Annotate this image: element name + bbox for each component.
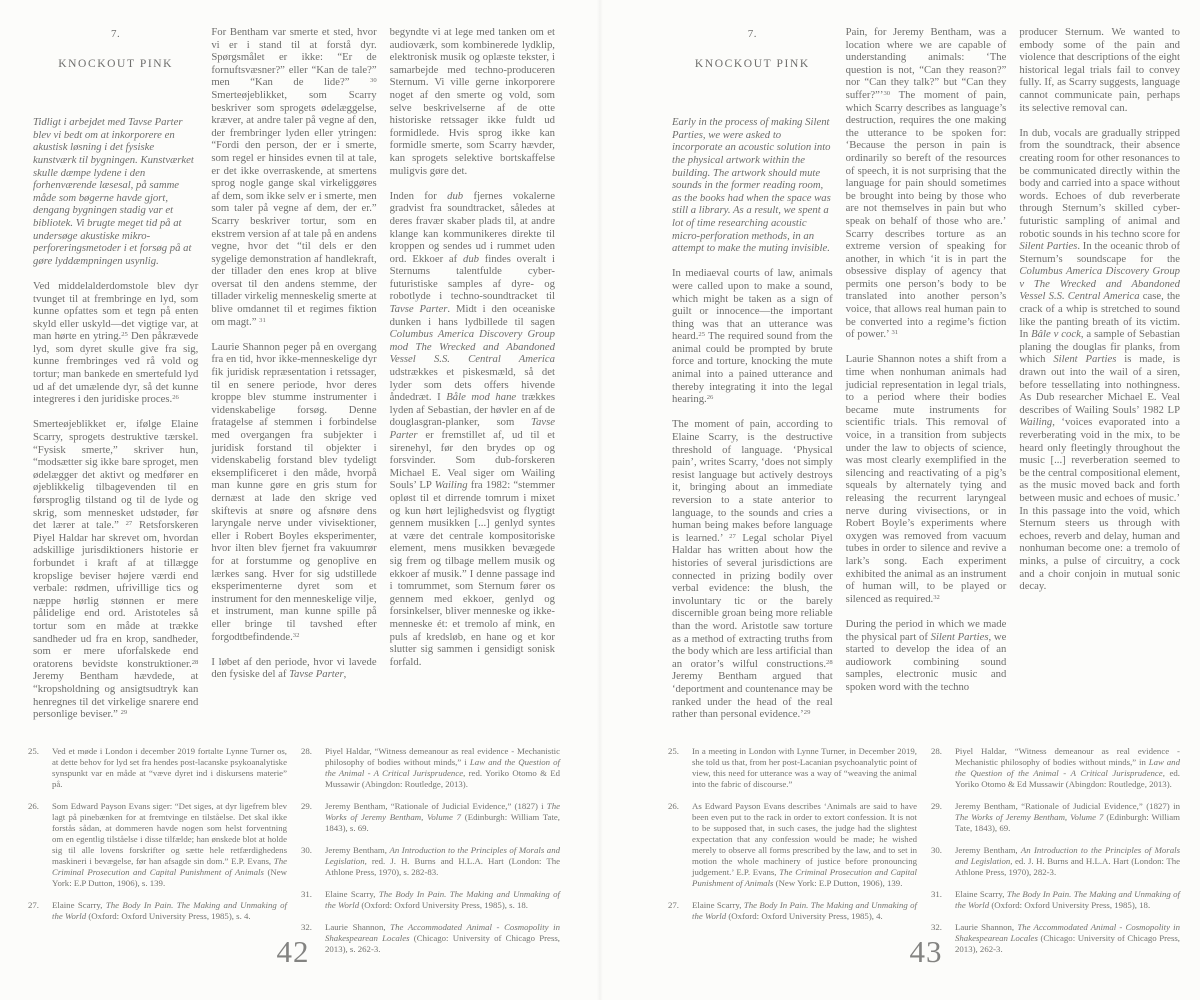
chapter-heading: [672, 28, 833, 70]
footnote-text: Jeremy Bentham, “Rationale of Judicial Evidence,” (1827) i The Works of Jeremy Bentham, Volume 7 (Edinburgh: William Tate, 1843), s. 69.: [325, 801, 560, 833]
footnote-number: 32.: [301, 922, 312, 932]
text-column-2: [846, 26, 1007, 738]
paragraph: producer Sternum. We wanted to embody some of the pain and violence that descriptions of the eight historical legal trials fail to convey fully. If, as Scarry suggests, language cannot communicate pain, perhaps its selective removal can.: [1019, 26, 1180, 114]
chapter-title: KNOCKOUT PINK: [694, 57, 810, 70]
body-columns: [33, 26, 555, 738]
footnote-text: Laurie Shannon, The Accommodated Animal - Cosmopolity in Shakespearean Locales (Chicago: University of Chicago Press, 2013), 262-3.: [955, 922, 1180, 954]
text-column-3: [390, 26, 555, 738]
paragraph: Ved middelalderdomstole blev dyr tvunget til at frembringe en lyd, som kunne opfattes som et tegn på enten skyld eller uskyld—det vigtige var, at man hørte en ytring.$^{25}$ Den påkrævede lyd, som dyret skulle give fra sig, kunne frembringes ved rå vold og tortur; man bankede en smertefuld lyd ud af det umælende dyr, så det kunne integreres i den juridiske proces.$^{26}$: [33, 279, 199, 406]
paragraph: For Bentham var smerte et sted, hvor vi er i stand til at forstå dyr. Spørgsmålet er ikke: “Er de fornuftsvæsner?” eller “Kan de tale?” men “Kan de lide?” $^{30}$ Smerteøjeblikket, som Scarry beskriver som sprogets ødelæggelse, kræver, at andre taler på vegne af den, der frembringer lyden eller ytringen: “Fordi den person, der er i smerte, som regel er hinsides evnen til at tale, er det ikke overraskende, at smertens sprog nogle gange skal virkeliggøres af dem, som ikke selv er i smerte, men som taler på vegne af dem, der er.” Scarry beskriver tortur, som en ekstrem version af at tale på en andens vegne, hvor det “til dels er den sygelige demonstration af handlekraft, der tillader den enes krop at blive oversat til den andens stemme, der tillader virkelig menneskelig smerte at blive omdannet til et regimes fiktion om magt.” $^{31}$: [211, 26, 377, 328]
footnote-number: 29.: [931, 801, 942, 811]
footnote: [668, 746, 917, 790]
footnote-number: 31.: [301, 889, 312, 899]
footnote: [931, 746, 1180, 790]
footnote-number: 30.: [301, 845, 312, 855]
footnote-number: 28.: [301, 746, 312, 756]
paragraph: I løbet af den periode, hvor vi lavede den fysiske del af Tavse Parter,: [211, 655, 377, 681]
paragraph: During the period in which we made the physical part of Silent Parties, we started to develop the idea of an audiowork combining sound samples, electronic music and spoken word with the techno: [845, 617, 1007, 693]
footnote-number: 26.: [668, 801, 679, 811]
footnote: [931, 845, 1180, 878]
text-column-3: [1019, 26, 1180, 738]
footnote-text: Piyel Haldar, “Witness demeanour as real evidence - Mechanistic philosophy of bodies without minds,” in Law and the Question of the Animal - A Critical Jurisprudence, ed. Yoriko Otomo & Ed Mussawir (Abingdon: Routledge, 2013).: [955, 746, 1180, 789]
footnote-column-1: [668, 746, 917, 966]
footnotes-section: [28, 746, 560, 966]
paragraph: In mediaeval courts of law, animals were called upon to make a sound, which might be taken as a sign of guilt or innocence—the important thing was that an utterance was heard.$^{25}$ The required sound from the animal could be prompted by brute force and torture, knocking the mute animal into a pained utterance and thereby integrating it into the legal hearing.$^{26}$: [672, 267, 833, 406]
footnote: [28, 746, 287, 790]
footnote: [668, 801, 917, 889]
footnote-number: 25.: [668, 746, 679, 756]
page-number: 42: [276, 934, 310, 969]
text-column-1: [33, 26, 198, 738]
intro-paragraph: Tidligt i arbejdet med Tavse Parter blev vi bedt om at inkorporere en akustisk løsning i det fysiske kunstværk til bygningen. Kunstværket skulle dæmpe lydene i den forhenværende læsesal, på samme måde som bøgerne havde gjort, dengang bygningen stadig var et bibliotek. Vi brugte meget tid på at undersøge akustiske mikro-perforeringsmetoder i et forsøg på at gøre lyddæmpningen usynlig.: [33, 116, 194, 267]
page-number: 43: [909, 934, 943, 969]
footnotes-section: [668, 746, 1180, 966]
footnote-number: 26.: [28, 801, 39, 811]
footnote-number: 27.: [28, 900, 39, 910]
chapter-number: 7.: [747, 28, 757, 40]
footnote-text: Elaine Scarry, The Body In Pain. The Making and Unmaking of the World (Oxford: Oxford University Press, 1985), s. 18.: [325, 889, 560, 910]
footnote: [28, 900, 287, 922]
footnote-number: 29.: [301, 801, 312, 811]
paragraph: Smerteøjeblikket er, ifølge Elaine Scarry, sprogets destruktive tærskel. “Fysisk smerte,” skriver hun, “modsætter sig ikke bare sproget, men ødelægger det aktivt og medfører en øjeblikkelig tilbagevenden til en førsproglig tilstand og til de lyde og skrig, som mennesket udstøder, før det lærer at tale.” $^{27}$ Retsforskeren Piyel Haldar har skrevet om, hvordan adskillige jurisdiktioners historie er forbundet i kraft af at tillægge kropslige beviser højere værdi end verbale: rødmen, ufrivillige tics og næppe hørlig stønnen er mere pålidelige end ord. Aristoteles så tortur som en måde at trække sandheder ud fra en krop, sandheder, som er mere uforfalskede end oratorens bevidste konstruktioner.$^{28}$ Jeremy Bentham hævdede, at “kropsholdning og ansigtsudtryk kan henregnes til det virkelige snarere end personlige beviser.” $^{29}$: [33, 418, 199, 721]
footnote-text: Jeremy Bentham, An Introduction to the Principles of Morals and Legislation, red. J. H. Burns and H.L.A. Hart (London: The Athlone Press, 1970), s. 282-83.: [325, 845, 560, 877]
footnote-number: 25.: [28, 746, 39, 756]
footnote-column-1: [28, 746, 287, 966]
footnote-text: Elaine Scarry, The Body In Pain. The Making and Unmaking of the World (Oxford: Oxford University Press, 1985), 4.: [692, 900, 917, 921]
text-column-1: [672, 26, 833, 738]
page-right: [600, 0, 1200, 1000]
footnote-text: Piyel Haldar, “Witness demeanour as real evidence - Mechanistic philosophy of bodies without minds,” i Law and the Question of the Animal - A Critical Jurisprudence, red. Yoriko Otomo & Ed Mussawir (Abingdon: Routledge, 2013).: [325, 746, 560, 789]
footnote-number: 32.: [931, 922, 942, 932]
footnote-text: Jeremy Bentham, “Rationale of Judicial Evidence,” (1827) in The Works of Jeremy Bentham, Volume 7 (Edinburgh: William Tate, 1843), 69.: [955, 801, 1180, 833]
footnote-text: In a meeting in London with Lynne Turner, in December 2019, she told us that, from her post-Lacanian psychoanalytic point of view, this need for utterance was a way of “weaving the animal into the fabric of discourse.”: [692, 746, 917, 789]
footnote-column-2: [301, 746, 560, 966]
footnote: [301, 746, 560, 790]
footnote-text: Jeremy Bentham, An Introduction to the Principles of Morals and Legislation, ed. J. H. Burns and H.L.A. Hart (London: The Athlone Press, 1970), 282-3.: [955, 845, 1180, 877]
footnote-text: Elaine Scarry, The Body In Pain. The Making and Unmaking of the World (Oxford: Oxford University Press, 1985), s. 4.: [52, 900, 287, 921]
footnote: [28, 801, 287, 889]
footnote-text: As Edward Payson Evans describes ‘Animals are said to have been even put to the rack in order to extort confession. It is not to be supposed that, in such cases, the judge had the slightest expectation that any confession would be made; he wished merely to observe all forms prescribed by the law, and to set in motion the whole machinery of justice before pronouncing judgement.’ E.P. Evans, The Criminal Prosecution and Capital Punishment of Animals (New York: E.P Dutton, 1906), 139.: [692, 801, 917, 888]
footnote: [301, 845, 560, 878]
paragraph: Pain, for Jeremy Bentham, was a location where we are capable of understanding animals: ‘The question is not, “Can they reason?” nor “Can they talk?” but “Can they suffer?”’$^{30}$ The moment of pain, which Scarry describes as language’s destruction, requires the one making the utterance to be spoken for: ‘Because the person in pain is ordinarily so bereft of the resources of speech, it is not surprising that the language for pain should sometimes be brought into being by those who are not themselves in pain but who speak on behalf of those who are.’ Scarry describes torture as an extreme version of speaking for another, in which ‘it is in part the obsessive display of agency that permits one person’s body to be translated into another person’s voice, that allows real human pain to be converted into a regime’s fiction of power.’ $^{31}$: [845, 26, 1007, 341]
footnote-column-2: [931, 746, 1180, 966]
footnote-text: Laurie Shannon, The Accommodated Animal - Cosmopolity in Shakespearean Locales (Chicago: University of Chicago Press, 2013), s. 262-3.: [325, 922, 560, 954]
footnote-number: 31.: [931, 889, 942, 899]
footnote: [301, 801, 560, 834]
footnote-text: Ved et møde i London i december 2019 fortalte Lynne Turner os, at dette behov for lyd set fra hendes post-lacanske psykoanalytiske synspunkt var en måde at “væve dyret ind i diskursens materie” på.: [52, 746, 287, 789]
footnote-number: 27.: [668, 900, 679, 910]
footnote: [931, 801, 1180, 834]
footnote: [668, 900, 917, 922]
footnote-text: Som Edward Payson Evans siger: “Det siges, at dyr ligefrem blev lagt på pinebænken for at fremtvinge en tilståelse. Det skal ikke forstås sådan, at dommeren havde nogen som helst forventning om en egentlig tilståelse i disse tilfælde; han ønskede blot at holde sig til alle lovens forskrifter og sætte hele retfærdighedens maskineri i bevægelse, før han afsagde sin dom.” E.P. Evans, The Criminal Prosecution and Capital Punishment of Animals (New York: E.P Dutton, 1906), s. 139.: [52, 801, 287, 888]
text-column-2: [211, 26, 376, 738]
paragraph: The moment of pain, according to Elaine Scarry, is the destructive threshold of language. ‘Physical pain’, writes Scarry, ‘does not simply resist language but actively destroys it, bringing about an immediate reversion to a state anterior to language, to the sounds and cries a human being makes before language is learned.’ $^{27}$ Legal scholar Piyel Haldar has written about how the histories of several jurisdictions are connected in prizing bodily over verbal evidence: the blush, the involuntary tic or the barely discernible groan being more reliable than the word. Aristotle saw torture as a method of extracting truths from the body which are less artificial than an orator’s wilful constructions.$^{28}$ Jeremy Bentham argued that ‘deportment and countenance may be ranked under the head of the real rather than personal evidence.’$^{29}$: [672, 418, 833, 721]
footnote-number: 30.: [931, 845, 942, 855]
footnote: [301, 889, 560, 911]
paragraph: begyndte vi at lege med tanken om et audioværk, som kombinerede lydklip, elektronisk musik og oplæste tekster, i samarbejde med techno-produceren Sternum. Vi ville gerne inkorporere noget af den smerte og vold, som selve beskrivelserne af de otte historiske retssager ikke fuldt ud formidlede. Hvis sprog ikke kan formidle smerte, som Scarry hævder, kan sprogets selektive bortskaffelse muligvis gøre det.: [389, 26, 555, 177]
chapter-heading: [33, 28, 198, 70]
chapter-number: 7.: [111, 28, 121, 40]
paragraph: Inden for dub fjernes vokalerne gradvist fra soundtracket, således at deres fravær skaber plads til, at andre klange kan kommunikeres direkte til kroppen og sendes ud i rummet uden ord. Ekkoer af dub findes overalt i Sternums talentfulde cyber-futuristiske samples af dyre- og robotlyde i techno-soundtracket til Tavse Parter. Midt i den oceaniske dunken i hans lydbillede til sagen Columbus America Discovery Group mod The Wrecked and Abandoned Vessel S.S. Central America udstrækkes et piskesmæld, så det lyder som dets offers hivende åndedræt. I Båle mod hane trækkes lyden af Sebastian, der høvler en af de douglasgran-planker, som Tavse Parter er fremstillet af, ud til et sirenehyl, før den brydes op og forsvinder. Som dub-forskeren Michael E. Veal siger om Wailing Souls’ LP Wailing fra 1982: “stemmer opløst til et dirrende tomrum i mixet og kun hørt lejlighedsvist og flygtigt gennem musikken [...] genlyd syntes at være det centrale kompositoriske element, mens musikken bevægede sig frem og tilbage mellem musik og ekkoer af musik.” I denne passage ind i tomrummet, som Sternum fører os gennem med ekkoer, genlyd og forsinkelser, bliver menneske og ikke-menneske ét: et tremolo af mink, en puls af kredsløb, en hane og et kor slutter sig sammen i gensidigt sonisk forfald.: [389, 189, 555, 668]
paragraph: Laurie Shannon peger på en overgang fra en tid, hvor ikke-menneskelige dyr fik juridisk repræsentation i retssager, til en senere periode, hvor deres kroppe blev stumme instrumenter i videnskabelige forsøg. Denne fratagelse af stemmen i forbindelse med overgangen fra subjekter i juridisk forstand til objekter i videnskabelig forstand blev tydeligt eksemplificeret i den måde, hvorpå man kunne gøre en gris stum for dernæst at lade den skrige ved skiftevis at snøre og afsnøre dens laryngale nerve under vivisektioner, eller i Robert Boyles eksperimenter, hvor ilten blev fjernet fra vakuumrør for at forstumme og genoplive en lærkes sang. Hver for sig udstillede eksperimenterne dyret som et instrument for den menneskelige vilje, et instrument, man kunne spille på eller bringe til tavshed efter forgodtbefindende.$^{32}$: [211, 340, 377, 643]
paragraph: In dub, vocals are gradually stripped from the soundtrack, their absence creating room for other resonances to be communicated directly within the body and carried into a space without words. Echoes of dub reverberate through Sternum’s skilled cyber-futuristic sampling of animal and robotic sounds in his techno score for Silent Parties. In the oceanic throb of Sternum’s soundscape for the Columbus America Discovery Group v The Wrecked and Abandoned Vessel S.S. Central America case, the crack of a whip is stretched to sound like the panting breath of its victim. In Bâle v cock, a sample of Sebastian planing the douglas fir planks, from which Silent Parties is made, is drawn out into the wail of a siren, before tessellating into nothingness. As Dub researcher Michael E. Veal describes of Wailing Souls’ 1982 LP Wailing, ‘voices evaporated into a reverberating void in the mix, to be heard only fleetingly throughout the music [...] reverberation seemed to be the central compositional element, as the music moved back and forth between music and echoes of music.’ In this passage into the void, which Sternum steers us through with echoes, reverb and delay, human and nonhuman become one: a tremolo of minks, a pulse of circuitry, a cock and a choir conjoin in mutual sonic decay.: [1019, 126, 1180, 593]
paragraph: Laurie Shannon notes a shift from a time when nonhuman animals had judicial representation in legal trials, to a period where their bodies became mute instruments for scientific trials. This removal of voice, in a transition from subjects under the law to objects of science, was most clearly exemplified in the silencing and reactivating of a pig’s squeals by alternately tying and releasing the recurrent laryngeal nerve during vivisections, or in Robert Boyle’s experiments where oxygen was removed from vacuum tubes in order to silence and revive a lark’s song. Each experiment exhibited the animal as an instrument of human will, to be played or silenced as required.$^{32}$: [845, 353, 1007, 605]
footnote: [931, 889, 1180, 911]
body-columns: [672, 26, 1180, 738]
footnote-number: 28.: [931, 746, 942, 756]
intro-paragraph: Early in the process of making Silent Parties, we were asked to incorporate an acoustic solution into the physical artwork within the building. The artwork should mute sounds in the former reading room, as the books had when the space was still a library. As a result, we spent a lot of time researching acoustic micro-perforation methods, in an attempt to make the muting invisible.: [672, 116, 831, 255]
chapter-title: KNOCKOUT PINK: [58, 57, 174, 70]
footnote-text: Elaine Scarry, The Body In Pain. The Making and Unmaking of the World (Oxford: Oxford University Press, 1985), 18.: [955, 889, 1180, 910]
